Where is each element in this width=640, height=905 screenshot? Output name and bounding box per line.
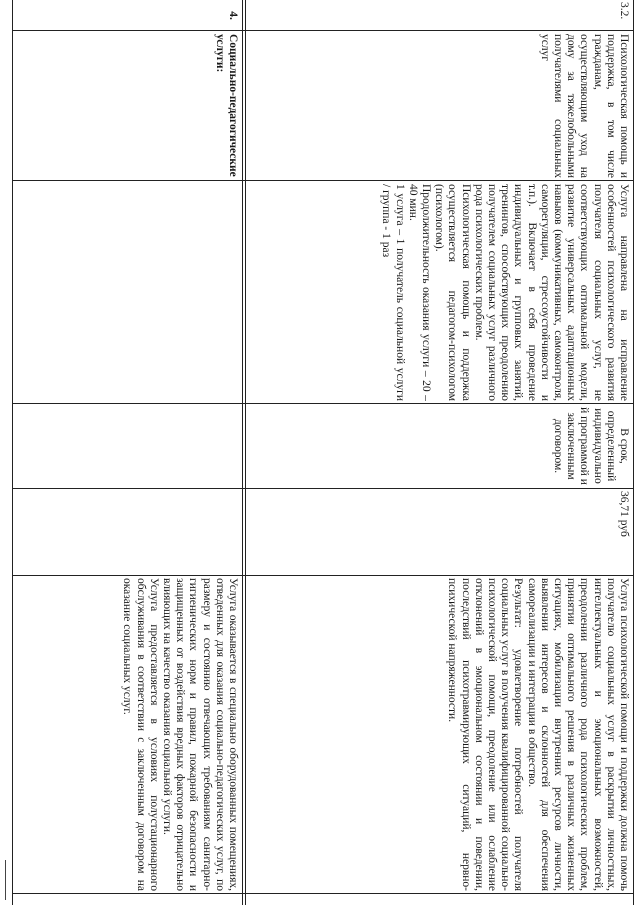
quality-result: Результат: удовлетворение потребностей получателя социальных услуг в получения квалифицированной социально-психологической помощи, преодоление или ослабление отклонений в эмоциональном состоянии и поведении, последствий психотравмирующих ситуаций, нервно-психической напряженности.	[446, 578, 525, 891]
service-conditions-cell	[17, 578, 239, 891]
service-price-cell	[250, 491, 630, 573]
section-heading-cell	[17, 34, 239, 178]
table-bottom-border	[12, 0, 13, 905]
service-term: В срок, определенный индивидуально й программой и заключенным договором.	[551, 407, 630, 485]
row-divider	[12, 403, 634, 404]
conditions-contract: Услуга предоставляется в условиях полустационарного обслуживания в соответствии с заключенным договором на оказание социальных услуг.	[121, 578, 160, 891]
service-price: 36,71 руб	[618, 491, 630, 537]
service-term-cell	[250, 406, 630, 486]
row-divider	[12, 893, 634, 894]
conditions-premises: Услуга оказывается в специально оборудованных помещениях, отведенных для оказания социально-педагогических услуг, по размеру и состоянию отвечающих требованиям санитарно-гигиенических норм и правил, пожарной безопасности и защищенных от воздействия вредных факторов отрицательно влияющих на качество оказания социальной услуги.	[160, 578, 239, 891]
table-top-border	[633, 0, 634, 905]
row-4-number-cell	[17, 2, 239, 29]
row-divider	[12, 575, 634, 576]
quality-description: Услуга психологической помощи и поддержки должна помочь получателю социальных услуг в раскрытии личностных, интеллектуальных и эмоциональных возможностей, преодолении различного рода психологических проблем, принятии оптимального решения в различных жизненных ситуациях, мобилизации внутренних ресурсов личности, выявлении интересов и склонностей для обеспечения самореализации и интеграции в общество.	[525, 578, 630, 891]
row-divider	[12, 488, 634, 489]
service-duration: Продолжительность оказания услуги – 20 – 40 мин.	[406, 184, 432, 401]
row-divider	[12, 180, 634, 181]
row-3-2-number-cell	[250, 2, 630, 29]
service-name-cell	[250, 34, 630, 178]
row-divider	[12, 30, 634, 31]
service-frequency: 1 услуга – 1 получатель социальной услуги / группа - 1 раз	[380, 184, 406, 401]
service-name: Психологическая помощь и поддержка, в том числе гражданам, осуществляющим уход на дому за тяжелобольными получателями социальных услуг	[538, 34, 630, 178]
section-heading: Социально-педагогические услуги:	[213, 34, 239, 177]
row-number: 3.2.	[618, 2, 630, 20]
footnote-rule	[5, 860, 6, 900]
service-description-executor: Психологическая помощь и поддержка осуществляется педагогом-психологом (психологом).	[433, 184, 472, 401]
row-number: 4.	[227, 11, 239, 20]
service-description-cell	[250, 184, 630, 401]
service-quality-cell	[250, 578, 630, 891]
column-divider-double	[242, 0, 246, 905]
service-description: Услуга направлена на исправление особенностей психологического развития получателя социальных услуг, не соответствующих оптимальной модели, развитие универсальных адаптационных навыков (коммуникативных, самоконтроля, саморегуляции, стрессоустойчивости и т.п.). Включает в себя проведение индивидуальных и групповых занятий, тренингов, способствующих преодолению получателем социальных услуг различного рода психологических проблем.	[472, 184, 630, 401]
